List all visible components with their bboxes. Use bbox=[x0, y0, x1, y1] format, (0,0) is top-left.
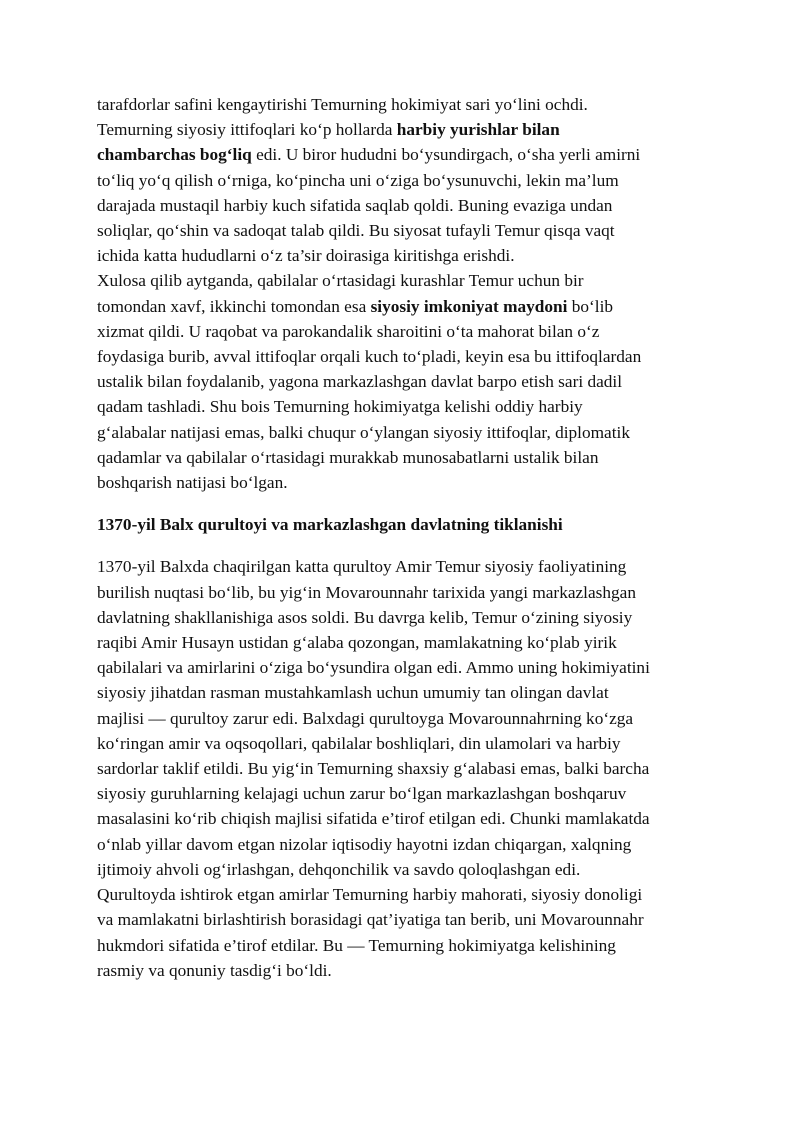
text-line bbox=[97, 420, 717, 445]
text-line bbox=[97, 369, 717, 394]
text-line bbox=[97, 882, 717, 907]
text-run: Qurultoyda ishtirok etgan amirlar Temurning harbiy mahorati, siyosiy donoligi bbox=[97, 885, 643, 905]
text-run: va mamlakatni birlashtirish borasidagi qat’iyatiga tan berib, uni Movarounnahr bbox=[97, 910, 644, 930]
text-line bbox=[97, 580, 717, 605]
text-line bbox=[97, 218, 717, 243]
text-run: soliqlar, qo‘shin va sadoqat talab qildi. Bu siyosat tufayli Temur qisqa vaqt bbox=[97, 221, 615, 241]
text-run: majlisi — qurultoy zarur edi. Balxdagi qurultoyga Movarounnahrning ko‘zga bbox=[97, 708, 634, 728]
text-run: Temurning siyosiy ittifoqlari ko‘p hollarda bbox=[97, 120, 397, 140]
text-run: Xulosa qilib aytganda, qabilalar o‘rtasidagi kurashlar Temur uchun bir bbox=[97, 271, 584, 291]
section-heading: 1370-yil Balx qurultoyi va markazlashgan davlatning tiklanishi bbox=[97, 515, 563, 535]
text-line bbox=[97, 92, 717, 117]
text-run: foydasiga burib, avval ittifoqlar orqali kuch to‘pladi, keyin esa bu ittifoqlardan bbox=[97, 347, 642, 367]
text-line bbox=[97, 857, 717, 882]
text-line bbox=[97, 344, 717, 369]
text-line bbox=[97, 117, 717, 142]
text-run: sardorlar taklif etildi. Bu yig‘in Temurning shaxsiy g‘alabasi emas, balki barcha bbox=[97, 759, 650, 779]
text-run: siyosiy jihatdan rasman mustahkamlash uchun umumiy tan olingan davlat bbox=[97, 683, 609, 703]
text-run: darajada mustaqil harbiy kuch sifatida saqlab qoldi. Buning evaziga undan bbox=[97, 195, 613, 215]
text-line bbox=[97, 933, 717, 958]
text-run: qadam tashladi. Shu bois Temurning hokimiyatga kelishi oddiy harbiy bbox=[97, 397, 583, 417]
text-run: edi. U biror hududni bo‘ysundirgach, o‘sha yerli amirni bbox=[251, 145, 641, 165]
text-run: qadamlar va qabilalar o‘rtasidagi murakkab munosabatlarni ustalik bilan bbox=[97, 447, 599, 467]
text-run: bo‘lib bbox=[567, 296, 614, 316]
text-run: rasmiy va qonuniy tasdig‘i bo‘ldi. bbox=[97, 960, 332, 980]
text-run: siyosiy guruhlarning kelajagi uchun zarur bo‘lgan markazlashgan boshqaruv bbox=[97, 784, 627, 804]
text-run: burilish nuqtasi bo‘lib, bu yig‘in Movarounnahr tarixida yangi markazlashgan bbox=[97, 582, 636, 602]
text-line bbox=[97, 394, 717, 419]
text-line bbox=[97, 445, 717, 470]
text-run: xizmat qildi. U raqobat va parokandalik sharoitini o‘ta mahorat bilan o‘z bbox=[97, 321, 600, 341]
bold-text: siyosiy imkoniyat maydoni bbox=[370, 296, 568, 316]
text-run: raqibi Amir Husayn ustidan g‘alaba qozongan, mamlakatning ko‘plab yirik bbox=[97, 633, 617, 653]
text-line bbox=[97, 319, 717, 344]
paragraph-alliances bbox=[97, 92, 717, 268]
text-run: davlatning shakllanishiga asos soldi. Bu davrga kelib, Temur o‘zining siyosiy bbox=[97, 607, 633, 627]
bold-text: chambarchas bog‘liq bbox=[97, 145, 252, 165]
text-line bbox=[97, 832, 717, 857]
text-line bbox=[97, 731, 717, 756]
text-line bbox=[97, 907, 717, 932]
text-run: ichida katta hududlarni o‘z ta’sir doirasiga kiritishga erishdi. bbox=[97, 246, 515, 266]
text-run: qabilalari va amirlarini o‘ziga bo‘ysundira olgan edi. Ammo uning hokimiyatini bbox=[97, 658, 650, 678]
paragraph-balx-qurultoy bbox=[97, 554, 717, 982]
text-run: ijtimoiy ahvoli og‘irlashgan, dehqonchilik va savdo qoloqlashgan edi. bbox=[97, 859, 581, 879]
document-page bbox=[97, 92, 717, 983]
text-line bbox=[97, 630, 717, 655]
text-run: masalasini ko‘rib chiqish majlisi sifatida e’tirof etilgan edi. Chunki mamlakatda bbox=[97, 809, 650, 829]
text-run: tomondan xavf, ikkinchi tomondan esa bbox=[97, 296, 371, 316]
text-line bbox=[97, 554, 717, 579]
text-line bbox=[97, 470, 717, 495]
text-line bbox=[97, 243, 717, 268]
text-run: ko‘ringan amir va oqsoqollari, qabilalar boshliqlari, din ulamolari va harbiy bbox=[97, 733, 621, 753]
text-line bbox=[97, 781, 717, 806]
text-line bbox=[97, 142, 717, 167]
text-line bbox=[97, 193, 717, 218]
text-line bbox=[97, 958, 717, 983]
text-run: boshqarish natijasi bo‘lgan. bbox=[97, 473, 288, 493]
text-run: ustalik bilan foydalanib, yagona markazlashgan davlat barpo etish sari dadil bbox=[97, 372, 622, 392]
text-run: g‘alabalar natijasi emas, balki chuqur o‘ylangan siyosiy ittifoqlar, diplomatik bbox=[97, 422, 630, 442]
text-line bbox=[97, 655, 717, 680]
text-line bbox=[97, 168, 717, 193]
text-run: tarafdorlar safini kengaytirishi Temurning hokimiyat sari yo‘lini ochdi. bbox=[97, 95, 588, 114]
text-line bbox=[97, 756, 717, 781]
bold-text: harbiy yurishlar bilan bbox=[396, 120, 560, 140]
text-line bbox=[97, 806, 717, 831]
text-line bbox=[97, 605, 717, 630]
text-line bbox=[97, 268, 717, 293]
text-run: 1370-yil Balxda chaqirilgan katta qurultoy Amir Temur siyosiy faoliyatining bbox=[97, 557, 627, 577]
text-line bbox=[97, 680, 717, 705]
text-run: o‘nlab yillar davom etgan nizolar iqtisodiy hayotni izdan chiqargan, xalqning bbox=[97, 834, 632, 854]
text-line bbox=[97, 294, 717, 319]
text-line bbox=[97, 706, 717, 731]
paragraph-conclusion bbox=[97, 268, 717, 495]
text-run: to‘liq yo‘q qilish o‘rniga, ko‘pincha uni o‘ziga bo‘ysunuvchi, lekin ma’lum bbox=[97, 170, 619, 190]
text-run: hukmdori sifatida e’tirof etdilar. Bu — Temurning hokimiyatga kelishining bbox=[97, 935, 616, 955]
